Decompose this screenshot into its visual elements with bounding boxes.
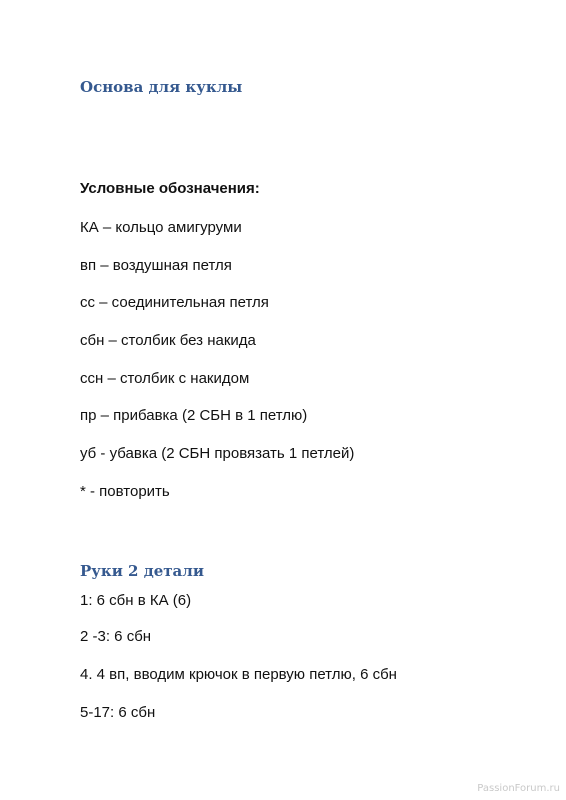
legend-heading: Условные обозначения:	[80, 180, 260, 197]
legend-item: вп – воздушная петля	[80, 257, 232, 274]
legend-item: КА – кольцо амигуруми	[80, 219, 242, 236]
pattern-row: 5-17: 6 сбн	[80, 704, 156, 721]
pattern-row: 1: 6 сбн в КА (6)	[80, 592, 192, 609]
pattern-row: 4. 4 вп, вводим крючок в первую петлю, 6 сбн	[80, 666, 397, 683]
site-watermark: PassionForum.ru	[477, 783, 560, 794]
legend-item: сбн – столбик без накида	[80, 332, 256, 349]
arms-heading: Руки 2 детали	[80, 562, 204, 580]
legend-item: уб - убавка (2 СБН провязать 1 петлей)	[80, 445, 355, 462]
legend-item: * - повторить	[80, 483, 170, 500]
legend-item: ссн – столбик с накидом	[80, 370, 250, 387]
legend-item: сс – соединительная петля	[80, 294, 269, 311]
pattern-row: 2 -3: 6 сбн	[80, 628, 152, 645]
legend-item: пр – прибавка (2 СБН в 1 петлю)	[80, 407, 308, 424]
doll-base-heading: Основа для куклы	[80, 78, 243, 96]
